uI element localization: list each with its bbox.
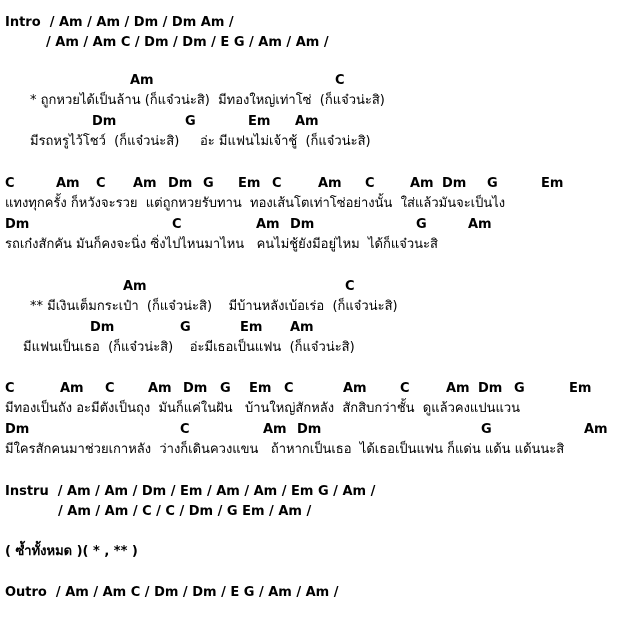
- lyric-line: มีใครสักคนมาช่วยเกาหลัง ว่างก็เดินควงแขน ถ้าหากเป็นเธอ ได้เธอเป็นแฟน ก็แด่น แด้น แด้นนะสิ: [5, 442, 565, 457]
- chord: Am: [410, 176, 434, 191]
- chord: Am: [256, 217, 280, 232]
- lyric-line: ** มีเงินเต็มกระเป๋า (ก็แจ๋วน่ะสิ) มีบ้านหลังเบ้อเร่อ (ก็แจ๋วน่ะสิ): [30, 299, 398, 314]
- chord: G: [203, 176, 214, 191]
- chord: G: [180, 320, 191, 335]
- lyric-line: แทงทุกครั้ง ก็หวังจะรวย แต่ถูกหวยรับทาน ทองเส้นโตเท่าโซ่อย่างนั้น ใส่แล้วมันจะเป็นไง: [5, 196, 506, 211]
- chord: Am: [584, 422, 608, 437]
- chord: C: [105, 381, 115, 396]
- chord: Em: [238, 176, 261, 191]
- chord: C: [400, 381, 410, 396]
- chord: C: [5, 381, 15, 396]
- chord: Em: [249, 381, 272, 396]
- chord: Am: [446, 381, 470, 396]
- chord: Am: [56, 176, 80, 191]
- lyric-line: มีแฟนเป็นเธอ (ก็แจ๋วน่ะสิ) อ่ะมีเธอเป็นแฟน (ก็แจ๋วน่ะสิ): [23, 340, 355, 355]
- lyric-line: รถเก๋งสักคัน มันก็คงจะนิ่ง ซิ่งไปไหนมาไหน คนไม่ชู้ยังมีอยู่ไหม ได้ก็แจ๋วนะสิ: [5, 237, 438, 252]
- chord: Am: [343, 381, 367, 396]
- chord: Dm: [297, 422, 322, 437]
- chord: Dm: [5, 422, 30, 437]
- chord: C: [365, 176, 375, 191]
- chord: Am: [133, 176, 157, 191]
- chord: G: [220, 381, 231, 396]
- lyric-line: * ถูกหวยได้เป็นล้าน (ก็แจ๋วน่ะสิ) มีทองใหญ่เท่าโซ่ (ก็แจ๋วน่ะสิ): [30, 93, 385, 108]
- instru-line-2: / Am / Am / C / C / Dm / G Em / Am /: [58, 504, 312, 519]
- chord: C: [345, 279, 355, 294]
- chord: Dm: [168, 176, 193, 191]
- chord: Em: [240, 320, 263, 335]
- intro-line-2: / Am / Am C / Dm / Dm / E G / Am / Am /: [46, 35, 329, 50]
- chord: G: [185, 114, 196, 129]
- chord: Em: [569, 381, 592, 396]
- chord: G: [514, 381, 525, 396]
- chord: Dm: [478, 381, 503, 396]
- chord: Em: [541, 176, 564, 191]
- chord: Dm: [5, 217, 30, 232]
- chord: Am: [123, 279, 147, 294]
- chord: Am: [295, 114, 319, 129]
- chord: G: [416, 217, 427, 232]
- chord: Am: [60, 381, 84, 396]
- lyric-line: มีทองเป็นถัง อะมีตังเป็นถุง มันก็แค่ในฝัน บ้านใหญ่สักหลัง สักสิบกว่าชั้น ดูแล้วคงแปนแวน: [5, 401, 521, 416]
- chord: C: [180, 422, 190, 437]
- chord: Dm: [442, 176, 467, 191]
- repeat-note: ( ซ้ำทั้งหมด )( * , ** ): [5, 544, 138, 559]
- instru-line-1: Instru / Am / Am / Dm / Em / Am / Am / Em G / Am /: [5, 484, 376, 499]
- chord: C: [272, 176, 282, 191]
- chord: C: [5, 176, 15, 191]
- chord: Dm: [290, 217, 315, 232]
- chord: Am: [263, 422, 287, 437]
- chord: Em: [248, 114, 271, 129]
- chord: Dm: [183, 381, 208, 396]
- chord: C: [284, 381, 294, 396]
- chord: Dm: [90, 320, 115, 335]
- chord: Am: [318, 176, 342, 191]
- chord: Am: [290, 320, 314, 335]
- lyric-line: มีรถหรูไว้โชว์ (ก็แจ๋วน่ะสิ) อ่ะ มีแฟนไม่เจ้าชู้ (ก็แจ๋วน่ะสิ): [30, 134, 371, 149]
- chord: Am: [468, 217, 492, 232]
- chord: C: [172, 217, 182, 232]
- chord: G: [481, 422, 492, 437]
- chord: Dm: [92, 114, 117, 129]
- chord: Am: [148, 381, 172, 396]
- chord: Am: [130, 73, 154, 88]
- chord: G: [487, 176, 498, 191]
- chord: C: [335, 73, 345, 88]
- outro-line: Outro / Am / Am C / Dm / Dm / E G / Am / Am /: [5, 585, 339, 600]
- chord: C: [96, 176, 106, 191]
- intro-line-1: Intro / Am / Am / Dm / Dm Am /: [5, 15, 234, 30]
